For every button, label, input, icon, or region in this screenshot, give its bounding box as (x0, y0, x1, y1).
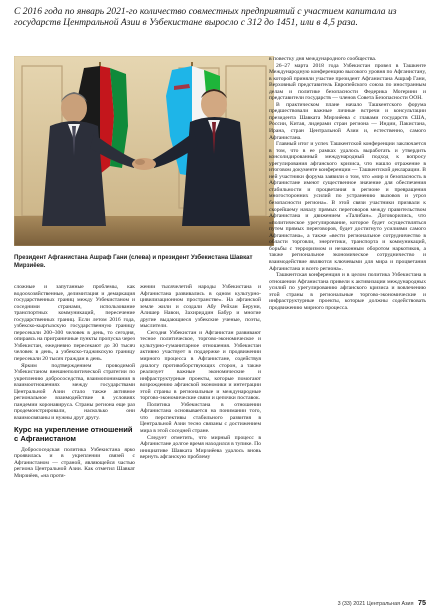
paragraph: Политика Узбекистана в отношении Афганистана основывается на понимании того, что перспективы стабильного развития в Центральной Азии тесно связаны с достижением мира в этой соседней стране. (140, 401, 261, 435)
paragraph: В практическом плане начало Ташкентского форума предшествовали важные личные встречи и консультации президента Шавката Мирзиёева с главами государств США, России, Китая, лидерами стран региона — Индии, Пакистана, Ирана, стран Центральной Азии и, естественно, самого Афганистана. (269, 101, 426, 141)
paragraph: Ташкентская конференция и в целом политика Узбекистана в отношении Афганистана привели к активизации международных усилий по урегулированию афганского кризиса и вовлечению этой страны в региональные торгово-экономические и инфраструктурные проекты, которые должны содействовать продвижению мирного процесса. (269, 272, 426, 311)
text-column-1 (14, 284, 135, 586)
handshake-photo (14, 56, 274, 246)
section-subheading: Курс на укрепление отношений с Афганистаном (14, 425, 133, 444)
issue-number: 3 (33) 2021 (337, 601, 366, 607)
lead-paragraph: С 2016 года по январь 2021-го количество совместных предприятий с участием капитала из государств Центральной Азии в Узбекистане выросло с 312 до 1451, или в 4,5 раза. (14, 6, 397, 29)
paragraph: Добрососедская политика Узбекистана ярко проявилась и в укреплении связей с Афганистаном — страной, являющейся частью региона Центральной Азии. Как отметил Шавкат Мирзиёев, «на протя- (14, 446, 135, 479)
photo-caption: Президент Афганистана Ашраф Гани (слева) и президент Узбекистана Шавкат Мирзиёев. (14, 254, 253, 269)
page-footer (14, 598, 426, 608)
paragraph: Главный итог и успех Ташкентской конференции заключается в том, что в ее рамках удалось выработать и утвердить консолидированный международный подход к вопросу урегулирования афганского кризиса, что нашло отражение в итоговом документе конференции — Ташкентской декларации. В ней участники форума заявили о том, что «мир и безопасность в Афганистане имеют существенное значение для обеспечения стабильности и процветания в регионе и превращения многосторонних усилий по устранению вызовов и угроз безопасности региона». В этой связи участники призвали к скорейшему началу прямых переговоров между правительством Афганистана и движением «Талибан». Договорились, что «политическое урегулирование, которое будет осуществляться путем прямых переговоров, будет достигнуто усилиями самого Афганистана», а также «вести региональное сотрудничество в области торговли, энергетики, транспорта и коммуникаций, борьбы с терроризмом и незаконным оборотом наркотиков, а также региональное экономическое сотрудничество и взаимодействие являются ключевыми для мира и процветания Афганистана и всего региона». (269, 141, 426, 272)
handshake-photo-illustration (14, 56, 274, 246)
paragraph: Сегодня Узбекистан и Афганистан развивают тесное политическое, торгово-экономическое и культурно-гуманитарное отношения. Узбекистан активно участвует в поддержке и продвижении мирного процесса в Афганистане, содействуя диалогу противоборствующих сторон, а также реализует важные экономические и инфраструктурные проекты, которые помогают возрождению афганской экономики и интеграции этой страны в региональные и международные торгово-экономические связи и цепочки поставок. (140, 329, 261, 402)
handshake-icon (132, 158, 156, 170)
paragraph: 26–27 марта 2018 года Узбекистан провел в Ташкенте Международную конференцию высокого уровня по Афганистану, в которой приняли участие президент Афганистана Ашраф Гани, Верховный представитель Европейского союза по иностранным делам и политике безопасности Федерика Могерини и представители государств — членов Совета Безопасности ООН. (269, 62, 426, 102)
paragraph: Следует отметить, что мирный процесс в Афганистане долгое время находился в тупике. По инициативе Шавката Мирзиёева удалось вновь вернуть афганскую проблему (140, 434, 261, 461)
text-column-3 (269, 56, 426, 586)
page-number: 75 (418, 598, 426, 607)
paragraph: жении тысячелетий народы Узбекистана и Афганистана развивались в одном культурно-цивилизационном пространстве». На афганской земле жили и создали Абу Рейхан Беруни, Алишер Навои, Захириддин Бабур и многие другие выдающиеся узбекские ученые, поэты, мыслители. (140, 284, 261, 330)
paragraph: Ярким подтверждением проводимой Узбекистаном внешнеполитической стратегии по укреплению добрососедства, взаимопонимания в взаимоотношениях между государствами Центральной Азии стало также активное региональное взаимодействие в условиях пандемии коронавируса. Страны региона еще раз продемонстрировали, насколько они взаимосвязаны и нужны друг другу. (14, 362, 135, 421)
journal-name: Центральная Азия (366, 601, 414, 607)
text-column-2 (140, 284, 261, 586)
paragraph: сложные и запутанные проблемы, как водоохозяйственные, делимитация и демаркация государственных границ между Узбекистаном и соседними странами, использование транспортных коммуникаций, пересечение государственных границ. Если летом 2016 года, узбекско-кыргызскую государственную границу пересекали 200–300 человек в день, то сегодня, опираясь на приграничные пункты пропуска через Узбекистан, ежедневно пересекают до 30 тысяч человек в день, а узбекско-таджикскую границу пересекали 20 тысяч граждан в день. (14, 284, 135, 363)
paragraph: в повестку дня международного сообщества. (269, 56, 377, 62)
